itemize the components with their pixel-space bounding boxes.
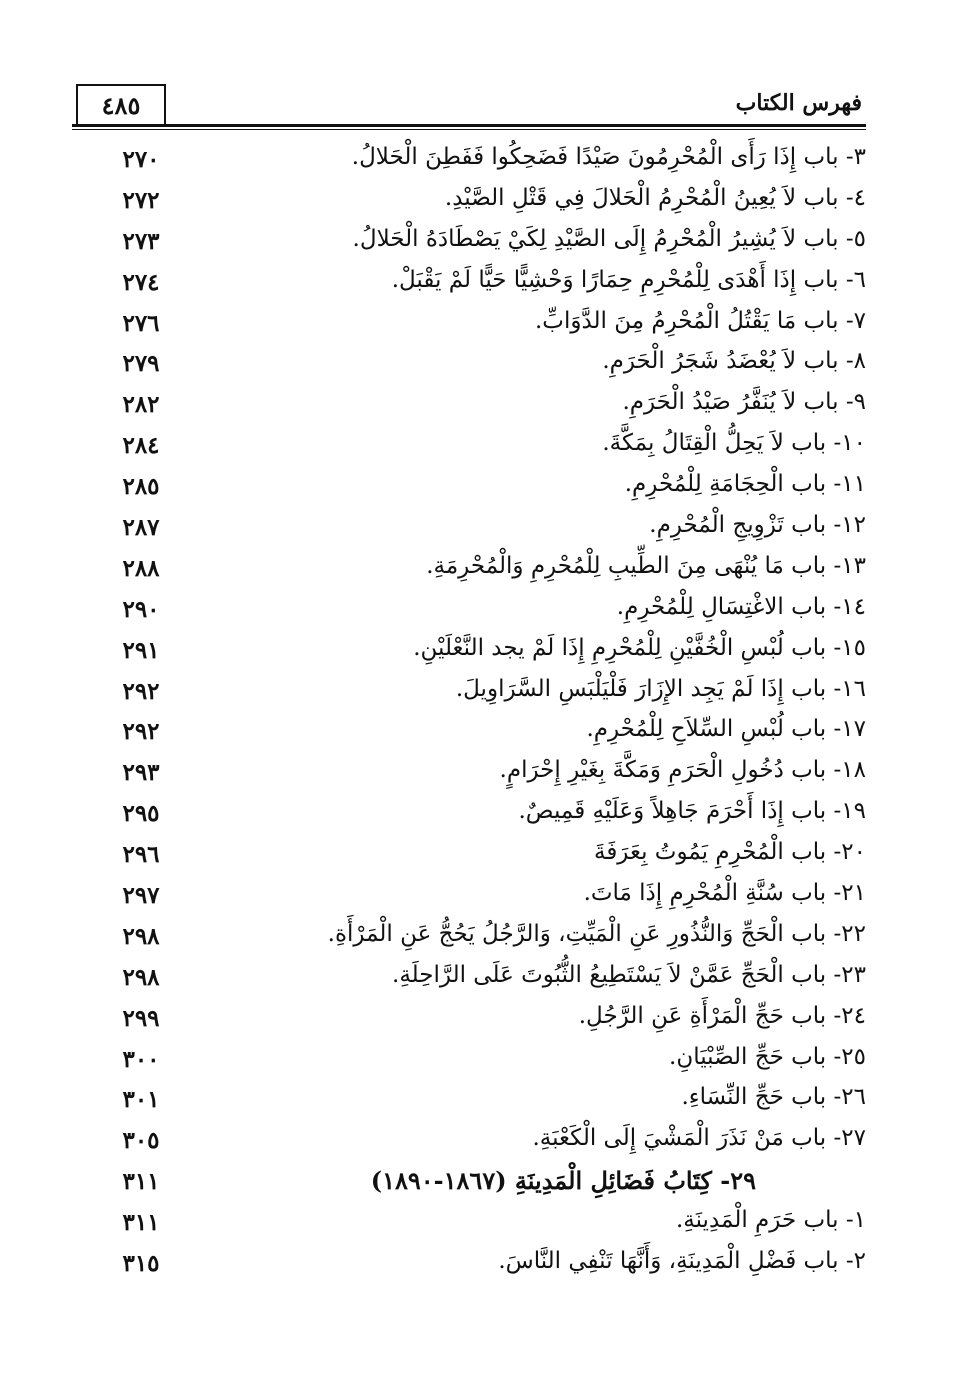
toc-entry-title: ١٩- باب إِذَا أَحْرَمَ جَاهِلاً وَعَلَيْهِ قَمِيصٌ.: [518, 798, 866, 825]
toc-entry: [100, 878, 870, 919]
toc-entry-title: ٤- باب لاَ يُعِينُ الْمُحْرِمُ الْحَلالَ فِي قَتْلِ الصَّيْدِ.: [444, 184, 866, 211]
toc-entry: [100, 224, 870, 265]
toc-entry-page: ٢٩٧: [122, 882, 160, 910]
toc-entry: [100, 1205, 870, 1246]
toc-entry-title: ٧- باب مَا يَقْتُلُ الْمُحْرِمُ مِنَ الدَّوَابِّ.: [534, 307, 866, 334]
toc-entry-title: ١١- باب الْحِجَامَةِ لِلْمُحْرِمِ.: [624, 471, 866, 498]
toc-entry-page: ٢٩٨: [122, 922, 160, 950]
toc-entry-title: ٢٤- باب حَجِّ الْمَرْأَةِ عَنِ الرَّجُلِ.: [578, 1002, 866, 1029]
toc-entry-page: ٢٧٩: [122, 350, 160, 378]
toc-entry-title: ٩- باب لاَ يُنَفَّرُ صَيْدُ الْحَرَمِ.: [622, 389, 866, 416]
toc-entry-title: ٢- باب فَضْلِ الْمَدِينَةِ، وَأَنَّهَا تَنْفِي النَّاسَ.: [498, 1248, 866, 1275]
toc-entry-page: ٣٠٥: [122, 1127, 160, 1155]
toc-entry-title: ٦- باب إِذَا أَهْدَى لِلْمُحْرِمِ حِمَارًا وَحْشِيًّا حَيًّا لَمْ يَقْبَلْ.: [391, 266, 866, 293]
toc-entry-page: ٢٧٣: [122, 227, 160, 255]
toc-entry-page: ٢٩٦: [122, 841, 160, 869]
toc-entry-title: ٢٢- باب الْحَجِّ وَالنُّذُورِ عَنِ الْمَيِّتِ، وَالرَّجُلُ يَحُجُّ عَنِ الْمَرْأَةِ.: [327, 920, 866, 947]
toc-chapter-heading: [100, 1164, 870, 1205]
toc-entry-title: ١٣- باب مَا يُنْهَى مِنَ الطِّيبِ لِلْمُحْرِمِ وَالْمُحْرِمَةِ.: [426, 552, 866, 579]
toc-entry: [100, 265, 870, 306]
toc-entry-title: ١٨- باب دُخُولِ الْحَرَمِ وَمَكَّةَ بِغَيْرِ إِحْرَامٍ.: [499, 757, 866, 784]
toc-entry-title: ١٤- باب الاغْتِسَالِ لِلْمُحْرِمِ.: [616, 593, 866, 620]
header-rule-thin: [72, 129, 866, 130]
toc-entry: [100, 592, 870, 633]
toc-entry-title: ٢٩- كِتَابُ فَضَائِلِ الْمَدِينَةِ (١٨٦٧-١٨٩٠): [370, 1166, 756, 1196]
toc-entry-page: ٢٨٨: [122, 554, 160, 582]
toc-entry-title: ١٢- باب تَزْوِيجِ الْمُحْرِمِ.: [649, 512, 866, 539]
page-header: [72, 84, 866, 128]
toc-entry: [100, 183, 870, 224]
toc-entry-page: ٢٧٠: [122, 146, 160, 173]
toc-entry-page: ٢٨٧: [122, 514, 160, 542]
toc-entry: [100, 755, 870, 796]
toc-entry-page: ٢٨٢: [122, 391, 160, 419]
toc-entry-page: ٢٨٥: [122, 473, 160, 501]
toc-entry-title: ١٧- باب لُبْسِ السِّلاَحِ لِلْمُحْرِمِ.: [586, 716, 866, 743]
toc-entry: [100, 1042, 870, 1083]
toc-entry: [100, 1082, 870, 1123]
toc-entry-page: ٢٧٤: [122, 268, 160, 296]
toc-entry: [100, 714, 870, 755]
toc-entry-page: ٢٩٩: [122, 1004, 160, 1032]
toc-entry-title: ٣- باب إِذَا رَأَى الْمُحْرِمُونَ صَيْدًا فَضَحِكُوا فَفَطِنَ الْحَلالُ.: [351, 144, 866, 170]
toc-entry: [100, 510, 870, 551]
toc-entry-page: ٢٩٥: [122, 800, 160, 828]
toc-entry-page: ٢٩٨: [122, 963, 160, 991]
toc-entry-title: ٨- باب لاَ يُعْضَدُ شَجَرُ الْحَرَمِ.: [602, 348, 866, 375]
toc-entry-title: ٢٧- باب مَنْ نَذَرَ الْمَشْيَ إِلَى الْكَعْبَةِ.: [532, 1125, 866, 1152]
toc-entry: [100, 1001, 870, 1042]
toc-entry-page: ٢٩٠: [122, 595, 160, 623]
toc-entry-title: ١٥- باب لُبْسِ الْخُفَّيْنِ لِلْمُحْرِمِ إِذَا لَمْ يجد النَّعْلَيْنِ.: [413, 634, 866, 661]
toc-entry-title: ٢٥- باب حَجِّ الصِّبْيَانِ.: [669, 1043, 866, 1070]
toc-entry: [100, 674, 870, 715]
toc-entry: [100, 796, 870, 837]
toc-entry-page: ٢٧٢: [122, 186, 160, 214]
toc-entry-page: ٢٩٢: [122, 718, 160, 746]
toc-entry-title: ١- باب حَرَمِ الْمَدِينَةِ.: [675, 1207, 866, 1234]
toc-entry: [100, 346, 870, 387]
toc-entry-title: ١٠- باب لاَ يَحِلُّ الْقِتَالُ بِمَكَّةَ.: [602, 430, 866, 457]
toc-entry-page: ٣١١: [122, 1168, 160, 1196]
toc-entry-page: ٢٩٣: [122, 759, 160, 787]
toc-entry-page: ٢٨٤: [122, 432, 160, 460]
toc-list: [100, 142, 870, 1287]
page-number: ٤٨٥: [76, 84, 166, 124]
toc-entry: [100, 837, 870, 878]
toc-entry: [100, 960, 870, 1001]
toc-entry-title: ٢٣- باب الْحَجِّ عَمَّنْ لاَ يَسْتَطِيعُ الثُّبُوتَ عَلَى الرَّاحِلَةِ.: [392, 961, 866, 988]
toc-entry: [100, 469, 870, 510]
toc-entry: [100, 919, 870, 960]
toc-entry-page: ٣١١: [122, 1209, 160, 1237]
toc-entry-page: ٣٠٠: [122, 1045, 160, 1073]
toc-entry-title: ١٦- باب إِذَا لَمْ يَجِد الإِزَارَ فَلْيَلْبَسِ السَّرَاوِيلَ.: [455, 675, 866, 702]
toc-entry: [100, 387, 870, 428]
toc-entry: [100, 633, 870, 674]
header-rule: [72, 124, 866, 127]
toc-entry: [100, 551, 870, 592]
toc-entry-title: ٢١- باب سُنَّةِ الْمُحْرِمِ إِذَا مَاتَ.: [583, 880, 866, 907]
toc-entry-title: ٢٦- باب حَجِّ النِّسَاءِ.: [681, 1084, 866, 1111]
toc-entry-page: ٣٠١: [122, 1086, 160, 1114]
toc-entry: [100, 142, 870, 183]
toc-entry-page: ٢٧٦: [122, 309, 160, 337]
toc-entry: [100, 428, 870, 469]
toc-entry: [100, 1123, 870, 1164]
toc-entry-title: ٢٠- باب الْمُحْرِمِ يَمُوتُ بِعَرَفَةَ: [593, 839, 866, 866]
toc-entry-title: ٥- باب لاَ يُشِيرُ الْمُحْرِمُ إِلَى الصَّيْدِ لِكَيْ يَصْطَادَهُ الْحَلالُ.: [352, 225, 866, 252]
toc-entry-page: ٣١٥: [122, 1250, 160, 1278]
running-title: فهرس الكتاب: [735, 90, 862, 116]
toc-entry-page: ٢٩١: [122, 636, 160, 664]
toc-entry: [100, 1246, 870, 1287]
toc-entry: [100, 306, 870, 347]
toc-entry-page: ٢٩٢: [122, 677, 160, 705]
